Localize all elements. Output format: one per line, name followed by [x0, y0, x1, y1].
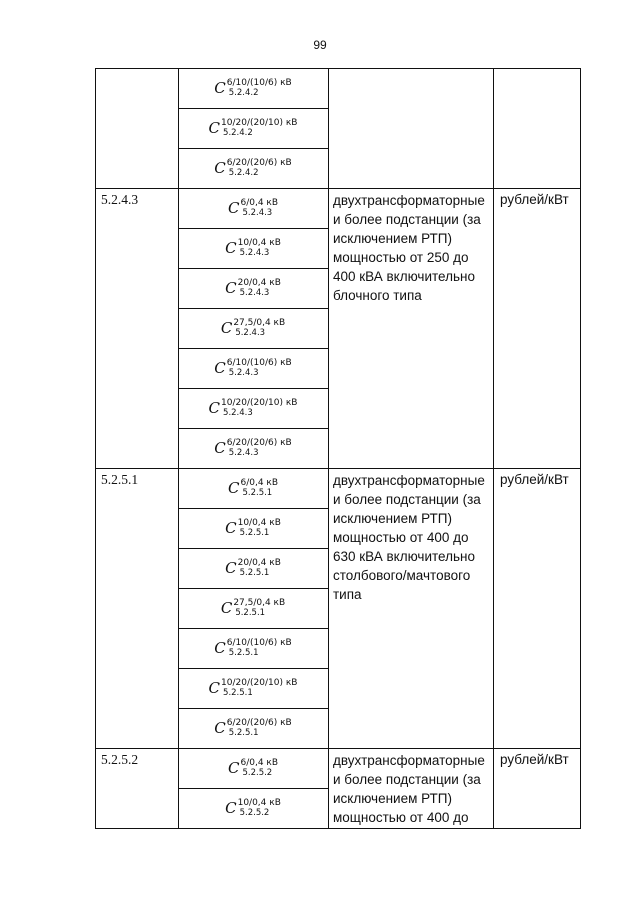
rate-formula	[178, 588, 328, 628]
rate-formula	[178, 708, 328, 748]
page-number: 99	[313, 38, 327, 52]
description-line: и более подстанции (за	[333, 772, 481, 787]
rate-formula	[178, 388, 328, 428]
formula-subscript: 5.2.4.3	[228, 368, 259, 378]
section-divider	[95, 468, 581, 469]
formula-subscript: 5.2.4.2	[228, 88, 259, 98]
section-unit: рублей/кВт	[500, 192, 569, 207]
formula-superscript: 10/0,4 кВ	[237, 518, 281, 528]
formula-superscript: 6/0,4 кВ	[240, 478, 279, 488]
formula-subscript: 5.2.4.3	[235, 328, 266, 338]
formula-superscript: 6/10/(10/6) кВ	[226, 78, 292, 88]
table-border-bottom	[95, 828, 581, 829]
formula-superscript: 20/0,4 кВ	[237, 278, 281, 288]
formula-superscript: 10/20/(20/10) кВ	[221, 398, 298, 408]
formula-subscript: 5.2.4.3	[239, 288, 270, 298]
rate-formula	[178, 788, 328, 828]
formula-subscript: 5.2.4.3	[228, 448, 259, 458]
formula-subscript: 5.2.4.3	[223, 408, 253, 418]
description-line: мощностью от 400 до	[333, 810, 469, 825]
formula-symbol: C	[225, 239, 237, 257]
formula-subscript: 5.2.4.3	[242, 208, 273, 218]
rate-formula	[178, 748, 328, 788]
description-line: двухтрансформаторные	[333, 193, 485, 208]
formula-symbol: C	[208, 399, 221, 417]
formula-subscript: 5.2.5.1	[235, 608, 266, 618]
formula-superscript: 10/20/(20/10) кВ	[221, 678, 298, 688]
formula-superscript: 6/20/(20/6) кВ	[226, 158, 292, 168]
formula-symbol: C	[214, 79, 226, 97]
formula-symbol: C	[214, 439, 226, 457]
description-line: 400 кВА включительно	[333, 269, 475, 284]
section-description	[333, 471, 493, 604]
formula-superscript: 6/10/(10/6) кВ	[226, 358, 292, 368]
formula-subscript: 5.2.5.1	[242, 488, 273, 498]
rate-formula	[178, 628, 328, 668]
formula-superscript: 6/20/(20/6) кВ	[226, 718, 292, 728]
rate-formula	[178, 308, 328, 348]
formula-symbol: C	[220, 319, 233, 337]
section-unit: рублей/кВт	[500, 752, 569, 767]
formula-symbol: C	[225, 559, 237, 577]
formula-symbol: C	[227, 199, 240, 217]
formula-symbol: C	[214, 359, 226, 377]
formula-symbol: C	[208, 679, 221, 697]
formula-subscript: 5.2.4.2	[223, 128, 253, 138]
formula-symbol: C	[225, 279, 237, 297]
formula-symbol: C	[225, 519, 237, 537]
description-line: и более подстанции (за	[333, 492, 481, 507]
formula-superscript: 10/0,4 кВ	[237, 238, 281, 248]
formula-superscript: 27,5/0,4 кВ	[233, 598, 286, 608]
formula-subscript: 5.2.5.2	[242, 768, 273, 778]
description-line: исключением РТП)	[333, 791, 452, 806]
description-line: типа	[333, 587, 362, 602]
formula-superscript: 10/20/(20/10) кВ	[221, 118, 298, 128]
rate-formula	[178, 348, 328, 388]
rate-formula	[178, 468, 328, 508]
rate-formula	[178, 508, 328, 548]
table-border-left	[95, 68, 96, 829]
formula-subscript: 5.2.5.2	[239, 808, 270, 818]
formula-symbol: C	[208, 119, 221, 137]
rate-formula	[178, 68, 328, 108]
formula-subscript: 5.2.5.1	[239, 528, 270, 538]
column-divider-3	[493, 68, 494, 829]
formula-symbol: C	[227, 759, 240, 777]
tariff-table	[95, 68, 580, 829]
column-divider-2	[328, 68, 329, 829]
formula-subscript: 5.2.4.2	[228, 168, 259, 178]
rate-formula	[178, 108, 328, 148]
rate-formula	[178, 148, 328, 188]
section-code: 5.2.5.1	[101, 472, 139, 487]
rate-formula	[178, 228, 328, 268]
rate-formula	[178, 668, 328, 708]
description-line: мощностью от 400 до	[333, 530, 469, 545]
formula-subscript: 5.2.5.1	[223, 688, 253, 698]
formula-symbol: C	[214, 639, 226, 657]
description-line: мощностью от 250 до	[333, 250, 469, 265]
rate-formula	[178, 548, 328, 588]
section-unit: рублей/кВт	[500, 472, 569, 487]
formula-symbol: C	[227, 479, 240, 497]
rate-formula	[178, 268, 328, 308]
formula-subscript: 5.2.5.1	[228, 648, 259, 658]
description-line: исключением РТП)	[333, 231, 452, 246]
section-divider	[95, 188, 581, 189]
section-description	[333, 191, 493, 305]
description-line: двухтрансформаторные	[333, 753, 485, 768]
formula-superscript: 20/0,4 кВ	[237, 558, 281, 568]
table-border-top	[95, 68, 581, 69]
formula-symbol: C	[214, 159, 226, 177]
description-line: двухтрансформаторные	[333, 473, 485, 488]
formula-superscript: 6/0,4 кВ	[240, 198, 279, 208]
formula-superscript: 6/20/(20/6) кВ	[226, 438, 292, 448]
description-line: и более подстанции (за	[333, 212, 481, 227]
section-code: 5.2.4.3	[101, 192, 139, 207]
table-border-right	[580, 68, 581, 829]
formula-superscript: 6/0,4 кВ	[240, 758, 279, 768]
formula-superscript: 27,5/0,4 кВ	[233, 318, 286, 328]
rate-formula	[178, 428, 328, 468]
formula-subscript: 5.2.4.3	[239, 248, 270, 258]
description-line: исключением РТП)	[333, 511, 452, 526]
formula-subscript: 5.2.5.1	[228, 728, 259, 738]
formula-superscript: 10/0,4 кВ	[237, 798, 281, 808]
section-description	[333, 751, 493, 827]
description-line: блочного типа	[333, 288, 422, 303]
formula-symbol: C	[220, 599, 233, 617]
formula-symbol: C	[214, 719, 226, 737]
formula-subscript: 5.2.5.1	[239, 568, 270, 578]
section-divider	[95, 748, 581, 749]
section-code: 5.2.5.2	[101, 752, 139, 767]
description-line: 630 кВА включительно	[333, 549, 475, 564]
description-line: столбового/мачтового	[333, 568, 471, 583]
formula-superscript: 6/10/(10/6) кВ	[226, 638, 292, 648]
formula-symbol: C	[225, 799, 237, 817]
rate-formula	[178, 188, 328, 228]
